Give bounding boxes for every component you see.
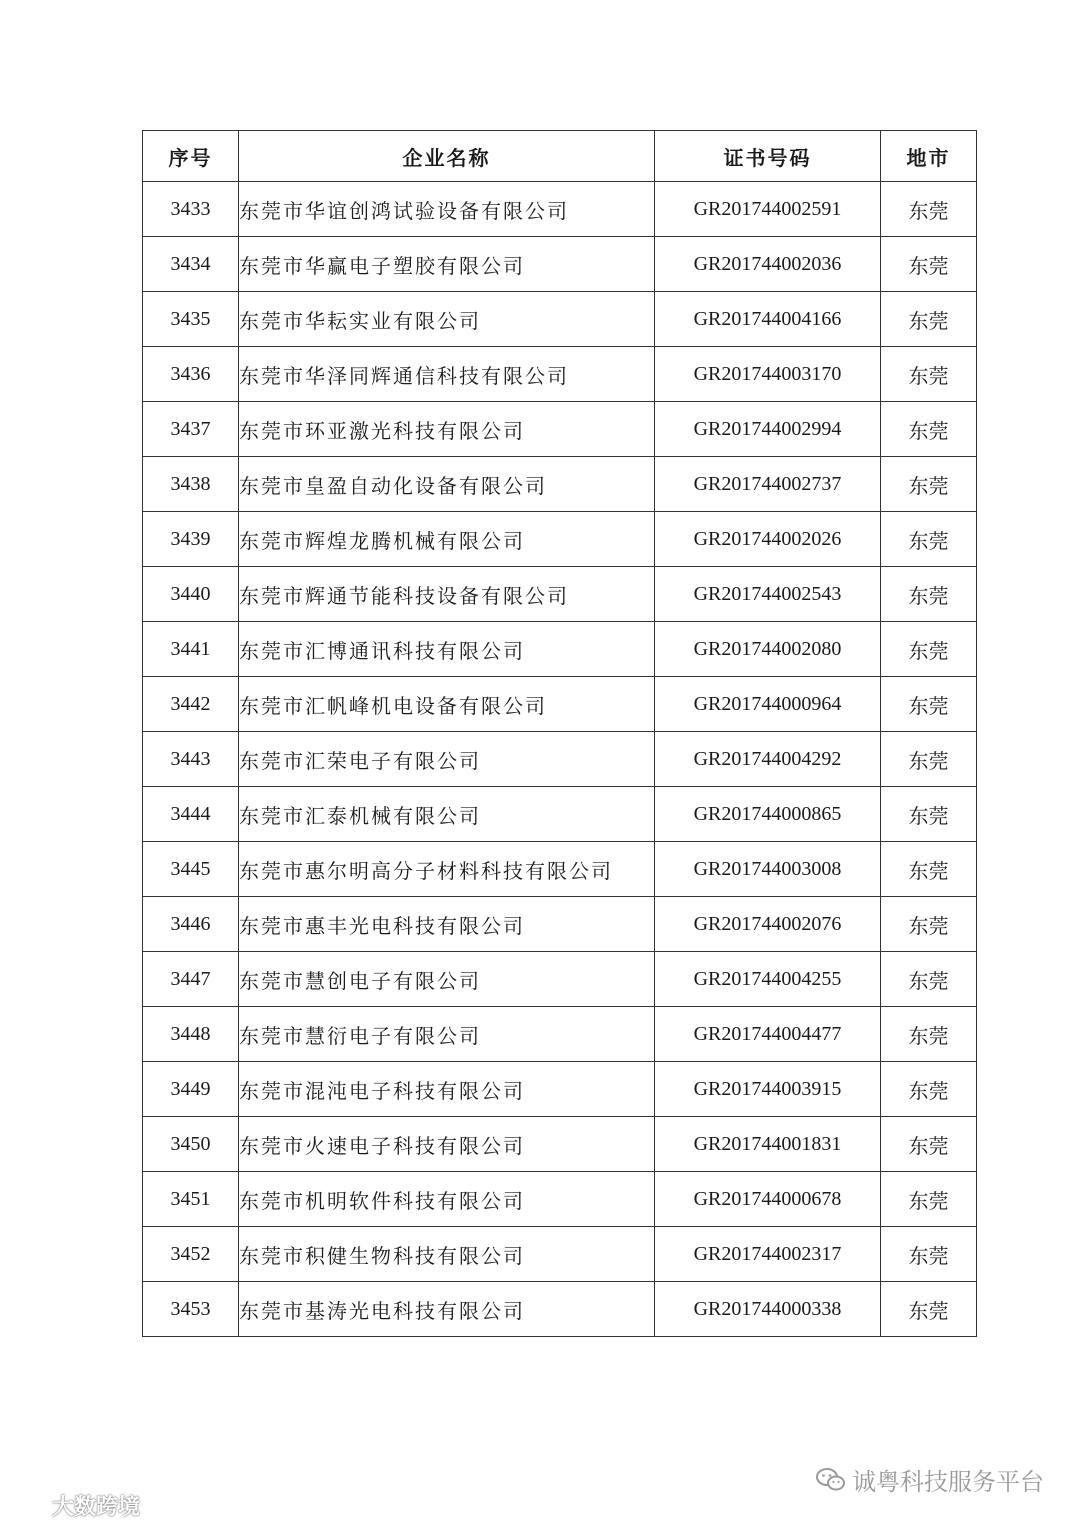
row-index: 3441 bbox=[143, 622, 239, 677]
header-index: 序号 bbox=[143, 131, 239, 182]
row-city: 东莞 bbox=[881, 237, 977, 292]
row-city: 东莞 bbox=[881, 1007, 977, 1062]
row-index: 3437 bbox=[143, 402, 239, 457]
row-company-name: 东莞市积健生物科技有限公司 bbox=[239, 1227, 655, 1282]
row-cert-number: GR201744000678 bbox=[655, 1172, 881, 1227]
table-row bbox=[143, 622, 977, 677]
table-row bbox=[143, 677, 977, 732]
row-cert-number: GR201744002591 bbox=[655, 182, 881, 237]
table-row bbox=[143, 457, 977, 512]
row-cert-number: GR201744001831 bbox=[655, 1117, 881, 1172]
row-cert-number: GR201744002026 bbox=[655, 512, 881, 567]
row-index: 3446 bbox=[143, 897, 239, 952]
row-cert-number: GR201744002994 bbox=[655, 402, 881, 457]
row-index: 3449 bbox=[143, 1062, 239, 1117]
table-row bbox=[143, 1227, 977, 1282]
row-city: 东莞 bbox=[881, 567, 977, 622]
wechat-account-mark bbox=[816, 1462, 1044, 1497]
row-cert-number: GR201744002543 bbox=[655, 567, 881, 622]
row-cert-number: GR201744002737 bbox=[655, 457, 881, 512]
header-cert: 证书号码 bbox=[655, 131, 881, 182]
row-index: 3452 bbox=[143, 1227, 239, 1282]
table-row bbox=[143, 512, 977, 567]
row-cert-number: GR201744004292 bbox=[655, 732, 881, 787]
row-company-name: 东莞市汇泰机械有限公司 bbox=[239, 787, 655, 842]
weibo-icon bbox=[4, 1494, 48, 1518]
row-index: 3445 bbox=[143, 842, 239, 897]
table-row bbox=[143, 182, 977, 237]
row-index: 3447 bbox=[143, 952, 239, 1007]
wechat-icon bbox=[816, 1467, 846, 1493]
row-company-name: 东莞市混沌电子科技有限公司 bbox=[239, 1062, 655, 1117]
row-city: 东莞 bbox=[881, 347, 977, 402]
row-index: 3438 bbox=[143, 457, 239, 512]
wechat-account-name: 诚粤科技服务平台 bbox=[852, 1468, 1044, 1496]
row-city: 东莞 bbox=[881, 897, 977, 952]
table-body bbox=[143, 182, 977, 1337]
row-city: 东莞 bbox=[881, 1062, 977, 1117]
row-city: 东莞 bbox=[881, 952, 977, 1007]
row-company-name: 东莞市皇盈自动化设备有限公司 bbox=[239, 457, 655, 512]
row-city: 东莞 bbox=[881, 402, 977, 457]
table-row bbox=[143, 567, 977, 622]
table-row bbox=[143, 1117, 977, 1172]
row-city: 东莞 bbox=[881, 1282, 977, 1337]
row-cert-number: GR201744002317 bbox=[655, 1227, 881, 1282]
row-cert-number: GR201744003915 bbox=[655, 1062, 881, 1117]
row-company-name: 东莞市华赢电子塑胶有限公司 bbox=[239, 237, 655, 292]
row-city: 东莞 bbox=[881, 1227, 977, 1282]
row-company-name: 东莞市华泽同辉通信科技有限公司 bbox=[239, 347, 655, 402]
certificate-table bbox=[142, 130, 977, 1337]
row-city: 东莞 bbox=[881, 1172, 977, 1227]
table-row bbox=[143, 292, 977, 347]
table-row bbox=[143, 1172, 977, 1227]
row-city: 东莞 bbox=[881, 512, 977, 567]
row-index: 3442 bbox=[143, 677, 239, 732]
row-index: 3450 bbox=[143, 1117, 239, 1172]
row-index: 3443 bbox=[143, 732, 239, 787]
table-row bbox=[143, 237, 977, 292]
row-city: 东莞 bbox=[881, 182, 977, 237]
row-cert-number: GR201744004477 bbox=[655, 1007, 881, 1062]
row-company-name: 东莞市火速电子科技有限公司 bbox=[239, 1117, 655, 1172]
row-cert-number: GR201744004255 bbox=[655, 952, 881, 1007]
row-company-name: 东莞市汇帆峰机电设备有限公司 bbox=[239, 677, 655, 732]
row-company-name: 东莞市华耘实业有限公司 bbox=[239, 292, 655, 347]
row-index: 3434 bbox=[143, 237, 239, 292]
row-index: 3440 bbox=[143, 567, 239, 622]
row-company-name: 东莞市辉通节能科技设备有限公司 bbox=[239, 567, 655, 622]
row-city: 东莞 bbox=[881, 292, 977, 347]
row-company-name: 东莞市汇博通讯科技有限公司 bbox=[239, 622, 655, 677]
table-row bbox=[143, 787, 977, 842]
row-cert-number: GR201744000338 bbox=[655, 1282, 881, 1337]
table-row bbox=[143, 952, 977, 1007]
row-company-name: 东莞市汇荣电子有限公司 bbox=[239, 732, 655, 787]
row-index: 3448 bbox=[143, 1007, 239, 1062]
row-city: 东莞 bbox=[881, 787, 977, 842]
row-company-name: 东莞市慧衍电子有限公司 bbox=[239, 1007, 655, 1062]
table-row bbox=[143, 732, 977, 787]
table-row bbox=[143, 1062, 977, 1117]
row-index: 3435 bbox=[143, 292, 239, 347]
row-company-name: 东莞市华谊创鸿试验设备有限公司 bbox=[239, 182, 655, 237]
row-cert-number: GR201744000964 bbox=[655, 677, 881, 732]
row-index: 3451 bbox=[143, 1172, 239, 1227]
row-cert-number: GR201744002076 bbox=[655, 897, 881, 952]
row-index: 3436 bbox=[143, 347, 239, 402]
row-cert-number: GR201744003170 bbox=[655, 347, 881, 402]
row-company-name: 东莞市惠丰光电科技有限公司 bbox=[239, 897, 655, 952]
table-header-row bbox=[143, 131, 977, 182]
row-cert-number: GR201744000865 bbox=[655, 787, 881, 842]
row-cert-number: GR201744002080 bbox=[655, 622, 881, 677]
table-row bbox=[143, 402, 977, 457]
table-row bbox=[143, 1282, 977, 1337]
row-index: 3444 bbox=[143, 787, 239, 842]
row-city: 东莞 bbox=[881, 457, 977, 512]
row-city: 东莞 bbox=[881, 732, 977, 787]
table-row bbox=[143, 897, 977, 952]
row-city: 东莞 bbox=[881, 842, 977, 897]
row-cert-number: GR201744002036 bbox=[655, 237, 881, 292]
row-city: 东莞 bbox=[881, 677, 977, 732]
table-row bbox=[143, 1007, 977, 1062]
row-company-name: 东莞市环亚激光科技有限公司 bbox=[239, 402, 655, 457]
row-index: 3433 bbox=[143, 182, 239, 237]
row-cert-number: GR201744004166 bbox=[655, 292, 881, 347]
row-city: 东莞 bbox=[881, 1117, 977, 1172]
row-index: 3453 bbox=[143, 1282, 239, 1337]
header-city: 地市 bbox=[881, 131, 977, 182]
row-company-name: 东莞市基涛光电科技有限公司 bbox=[239, 1282, 655, 1337]
row-company-name: 东莞市机明软件科技有限公司 bbox=[239, 1172, 655, 1227]
row-company-name: 东莞市慧创电子有限公司 bbox=[239, 952, 655, 1007]
header-company: 企业名称 bbox=[239, 131, 655, 182]
table-row bbox=[143, 842, 977, 897]
table-row bbox=[143, 347, 977, 402]
watermark bbox=[4, 1490, 140, 1521]
row-city: 东莞 bbox=[881, 622, 977, 677]
row-company-name: 东莞市辉煌龙腾机械有限公司 bbox=[239, 512, 655, 567]
row-cert-number: GR201744003008 bbox=[655, 842, 881, 897]
row-company-name: 东莞市惠尔明高分子材料科技有限公司 bbox=[239, 842, 655, 897]
row-index: 3439 bbox=[143, 512, 239, 567]
watermark-text: 大数跨境 bbox=[52, 1495, 141, 1520]
